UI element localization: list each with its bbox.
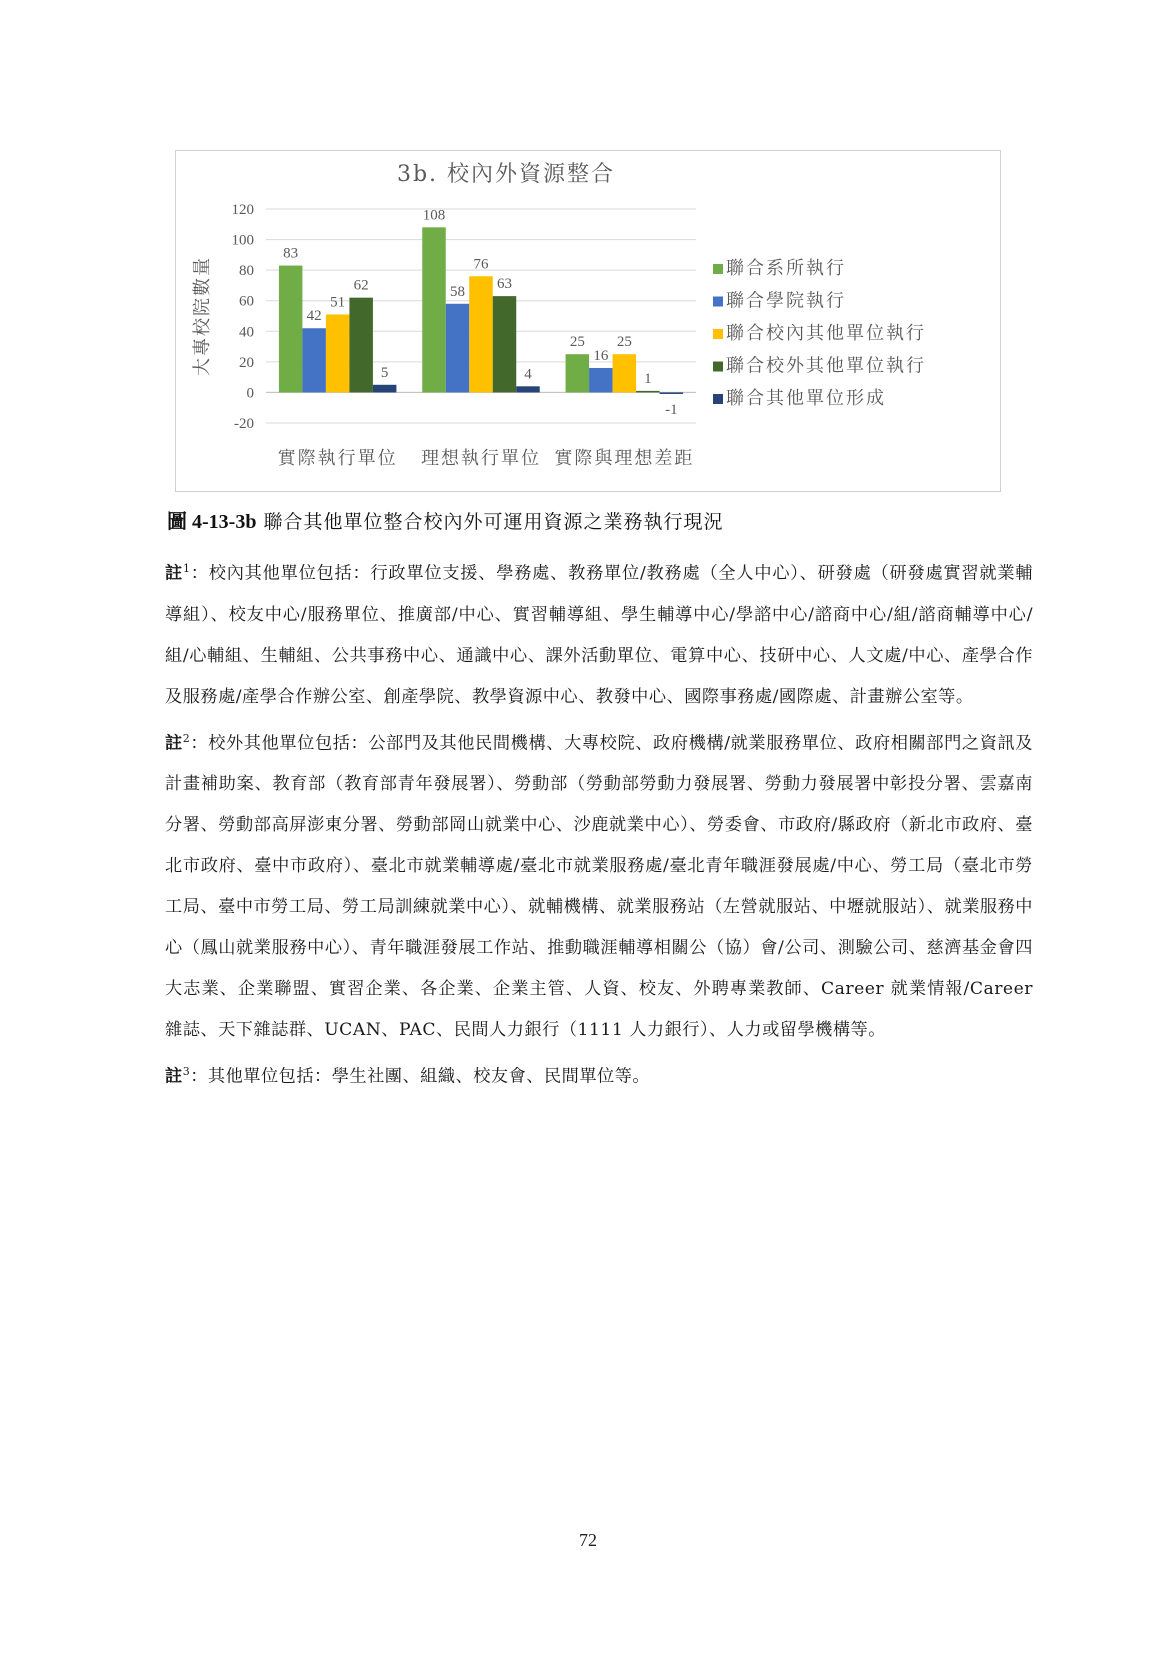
bar: [422, 227, 446, 392]
legend-swatch: [713, 394, 723, 404]
bar: [516, 386, 540, 392]
footnotes: [165, 548, 1033, 1098]
figure-caption-text: 聯合其他單位整合校內外可運用資源之業務執行現況: [263, 511, 724, 533]
y-tick-label: 100: [231, 232, 254, 249]
footnote-text: ：校內其他單位包括：行政單位支援、學務處、教務單位/教務處（全人中心）、研發處（研發處實習就業輔導組）、校友中心/服務單位、推廣部/中心、實習輔導組、學生輔導中心/學諮中心/諮商中心/組/諮商輔導中心/組/心輔組、生輔組、公共事務中心、通識中心、課外活動單位、電算中心、技研中心、人文處/中心、產學合作及服務處/產學合作辦公室、創產學院、教學資源中心、教發中心、國際事務處/國際處、計畫辦公室等。: [165, 563, 1033, 707]
y-tick-label: 80: [239, 263, 254, 280]
footnote-number: 2: [182, 731, 191, 745]
y-tick-label: -20: [234, 416, 254, 432]
y-axis-label: 大專校院數量: [192, 256, 213, 376]
footnote-text: ：校外其他單位包括：公部門及其他民間機構、大專校院、政府機構/就業服務單位、政府相關部門之資訊及計畫補助案、教育部（教育部青年發展署）、勞動部（勞動部勞動力發展署、勞動力發展署中彰投分署、雲嘉南分署、勞動部高屏澎東分署、勞動部岡山就業中心、沙鹿就業中心）、勞委會、市政府/縣政府（新北市政府、臺北市政府、臺中市政府）、臺北市就業輔導處/臺北市就業服務處/臺北青年職涯發展處/中心、勞工局（臺北市勞工局、臺中市勞工局、勞工局訓練就業中心）、就輔機構、就業服務站（左營就服站、中壢就服站）、就業服務中心（鳳山就業服務中心）、青年職涯發展工作站、推動職涯輔導相關公（協）會/公司、測驗公司、慈濟基金會四大志業、企業聯盟、實習企業、各企業、企業主管、人資、校友、外聘專業教師、Career 就業情報/Career 雜誌、天下雜誌群、UCAN、PAC、民間人力銀行（1111 人力銀行）、人力或留學機構等。: [165, 733, 1033, 1041]
data-label: 1: [644, 370, 652, 387]
legend-label: 聯合校外其他單位執行: [726, 355, 926, 377]
figure-caption-label: 圖 4-13-3b: [167, 511, 257, 533]
data-label: 4: [524, 366, 532, 383]
y-tick-label: 20: [239, 354, 254, 371]
legend-swatch: [713, 297, 723, 307]
bar: [326, 314, 350, 392]
legend-swatch: [713, 264, 723, 274]
footnote-tag: 註: [165, 1067, 183, 1088]
figure-caption: [167, 505, 724, 534]
footnote-tag: 註: [165, 733, 183, 754]
data-label: 62: [353, 277, 369, 294]
data-label: 83: [283, 245, 299, 262]
data-label: 108: [422, 207, 446, 224]
bar: [373, 385, 397, 393]
footnote-1: [165, 548, 1033, 718]
footnote-number: 1: [182, 562, 191, 575]
footnote-tag: 註: [165, 563, 183, 584]
legend-label: 聯合其他單位形成: [726, 388, 886, 409]
footnote-text: ：其他單位包括：學生社團、組織、校友會、民間單位等。: [190, 1067, 651, 1088]
bar: [613, 354, 637, 392]
legend-label: 聯合學院執行: [726, 290, 846, 312]
y-tick-label: 0: [246, 385, 254, 402]
data-label: 42: [306, 308, 322, 325]
data-label: 51: [330, 294, 346, 311]
data-label: 5: [380, 364, 389, 381]
footnote-3: [165, 1051, 1033, 1098]
y-tick-label: 120: [231, 202, 254, 218]
data-label: 58: [450, 283, 465, 300]
data-label: 16: [593, 347, 609, 364]
legend-swatch: [713, 362, 723, 372]
bar-chart: [176, 151, 1002, 493]
bar: [302, 328, 326, 392]
category-label: 理想執行單位: [421, 448, 541, 469]
bar: [349, 298, 373, 393]
data-label: 63: [497, 276, 512, 293]
data-label: -1: [665, 401, 678, 418]
footnote-2: [165, 718, 1033, 1052]
data-label: 25: [569, 334, 585, 351]
category-label: 實際與理想差距: [554, 448, 695, 469]
chart-container: [175, 150, 1001, 492]
bar: [660, 392, 684, 394]
page-number: 72: [579, 1530, 597, 1550]
bar: [279, 266, 303, 393]
legend-label: 聯合校內其他單位執行: [726, 323, 926, 344]
data-label: 25: [616, 334, 632, 351]
bar: [566, 354, 590, 392]
bar: [493, 296, 517, 392]
legend-label: 聯合系所執行: [726, 258, 846, 279]
y-tick-label: 40: [239, 324, 254, 341]
data-label: 76: [473, 256, 489, 273]
bar: [469, 276, 493, 392]
footnote-number: 3: [182, 1065, 191, 1079]
bar: [589, 368, 613, 392]
category-label: 實際執行單位: [277, 448, 398, 469]
bar: [636, 391, 660, 393]
y-tick-label: 60: [239, 293, 254, 310]
legend-swatch: [713, 329, 723, 339]
chart-title: 3b. 校內外資源整合: [396, 162, 616, 187]
bar: [446, 304, 470, 393]
